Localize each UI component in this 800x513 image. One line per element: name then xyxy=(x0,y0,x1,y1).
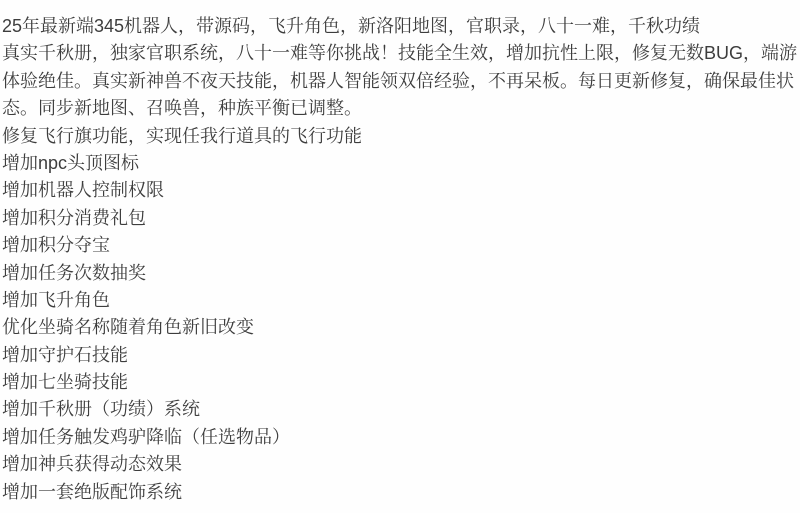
text-line: 增加一套绝版配饰系统 xyxy=(2,481,182,502)
text-line: 增加机器人控制权限 xyxy=(2,180,164,201)
text-line: 真实千秋册，独家官职系统，八十一难等你挑战！技能全生效，增加抗性上限，修复无数BUG，端游 xyxy=(2,43,798,64)
text-line: 增加任务触发鸡驴降临（任选物品） xyxy=(2,426,290,447)
text-line: 增加npc头顶图标 xyxy=(2,152,140,173)
text-line: 25年最新端345机器人，带源码，飞升角色，新洛阳地图，官职录，八十一难，千秋功绩 xyxy=(2,16,701,36)
text-line: 体验绝佳。真实新神兽不夜天技能，机器人智能领双倍经验，不再呆板。每日更新修复，确保最佳状 xyxy=(2,70,794,91)
text-line: 增加千秋册（功绩）系统 xyxy=(2,399,200,420)
text-line: 增加积分消费礼包 xyxy=(2,207,146,228)
text-line: 增加积分夺宝 xyxy=(2,235,110,256)
text-line: 修复飞行旗功能，实现任我行道具的飞行功能 xyxy=(2,125,362,146)
text-line: 增加七坐骑技能 xyxy=(2,372,128,393)
text-line: 态。同步新地图、召唤兽，种族平衡已调整。 xyxy=(2,98,362,119)
text-line: 优化坐骑名称随着角色新旧改变 xyxy=(2,317,254,338)
text-line: 增加守护石技能 xyxy=(2,344,128,365)
text-line: 增加任务次数抽奖 xyxy=(2,262,146,283)
text-line: 增加神兵获得动态效果 xyxy=(2,454,182,475)
text-line: 增加飞升角色 xyxy=(2,289,110,310)
